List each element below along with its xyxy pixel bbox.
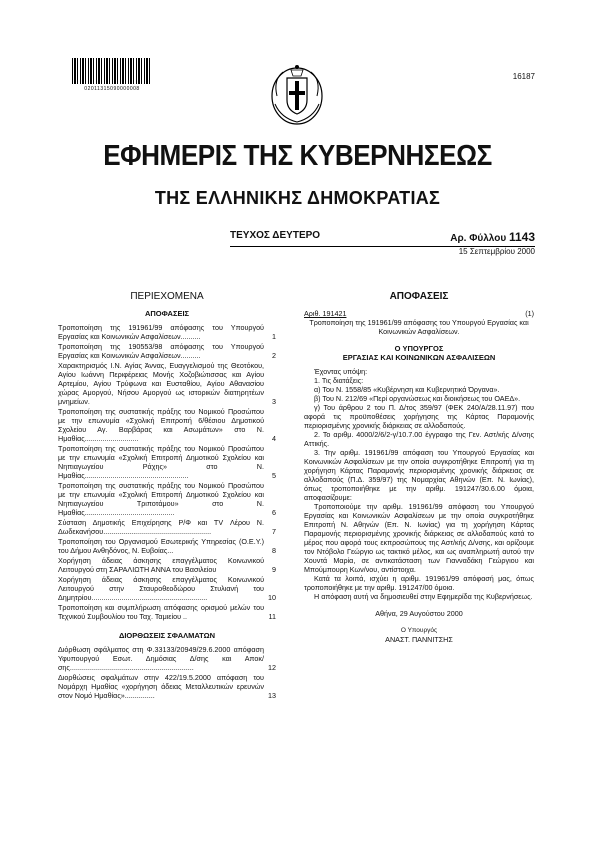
contents-item [58, 575, 276, 602]
errata-heading: ΔΙΟΡΘΩΣΕΙΣ ΣΦΑΛΜΑΤΩΝ [118, 631, 216, 640]
contents-item-page: 2 [272, 351, 276, 360]
issue-date: 15 Σεπτεμβρίου 2000 [458, 247, 535, 256]
decision-paragraph: 3. Την αριθμ. 191961/99 απόφαση του Υπουργού Εργασίας και Κοινωνικών Ασφαλίσεων με την οποία συγκροτήθηκε Επιτροπή για τη χορήγηση Κάρτας Παραμονής περιορισμένης χρονικής διάρκειας σε αλλοδαπούς (Π.Δ. 359/97) της Νομαρχίας Αθηνών (Επ. Ν. Ιωνίας), όπως τροποποιήθηκε με την αριθμ. 191247/30.6.00 όμοια, αποφασίζουμε: [304, 448, 534, 502]
decision-paragraph: 2. Το αριθμ. 4000/2/6/2-γ/10.7.00 έγγραφο της Γεν. Αστ/κής Δ/νσης Αττικής. [304, 430, 534, 448]
contents-item-page: 5 [272, 471, 276, 480]
decision-subject: Τροποποίηση της 191961/99 απόφασης του Υπουργού Εργασίας και Κοινωνικών Ασφαλίσεων. [309, 318, 529, 336]
contents-item-text: Τροποποίηση της συστατικής πράξης του Νομικού Προσώπου με την επωνυμία «Σχολική Επιτροπή Δημοτικού Σχολείου και Νηπιαγωγείου Ράχης» στο Ν. Ημαθίας.................................................... [58, 444, 264, 480]
decision-paragraph: Κατά τα λοιπά, ισχύει η αριθμ. 191961/99 απόφασή μας, όπως τροποποιήθηκε με την αριθμ. 191247/00 όμοια. [304, 574, 534, 592]
contents-item-page: 6 [272, 508, 276, 517]
sheet-label: Αρ. Φύλλου [450, 233, 507, 244]
decision-paragraph: α) Του Ν. 1558/85 «Κυβέρνηση και Κυβερνητικά Όργανα». [314, 385, 500, 394]
contents-item-text: Τροποποίηση του Οργανισμού Εσωτερικής Υπηρεσίας (Ο.Ε.Υ.) του Δήμου Ανθηδόνος, Ν. Ευβοίας... [58, 537, 264, 555]
decision-paragraph: Τροποποιούμε την αριθμ. 191961/99 απόφαση του Υπουργού Εργασίας και Κοινωνικών Ασφαλίσεων με την οποία συγκροτήθηκε Επιτροπή Ν. Αθηνών (Επ. Ν. Ιωνίας) για τη χορήγηση Κάρτας Παραμονής περιορισμένης χρονικής διάρκειας σε αλλοδαπούς κατά το μέρος που αφορά τους εκπροσώπους της Αστ/κής Δ/νσης, και ορίζουμε τον Ντόβολο Γεώργιο ως τακτικό μέλος, και ως αναπληρωτή αυτού την Χουντά Μαρία, σε αντικατάσταση των Γιανναδάκη Γεώργιου και Μπούμπουρη Κων/νου, αντίστοιχα. [304, 502, 534, 574]
signer-name: ΑΝΑΣΤ. ΠΑΝΝΙΤΣΗΣ [385, 635, 453, 644]
contents-item [58, 603, 276, 621]
contents-item [58, 444, 276, 480]
issue-label: ΤΕΥΧΟΣ ΔΕΥΤΕΡΟ [230, 230, 321, 241]
contents-item-page: 4 [272, 434, 276, 443]
signature-place-date: Αθήνα, 29 Αυγούστου 2000 [375, 609, 463, 618]
decision-paragraph: β) Του Ν. 212/69 «Περί οργανώσεως και διοικήσεως του ΟΑΕΔ». [314, 394, 521, 403]
barcode-number: 02011315090000008 [84, 86, 140, 92]
contents-item-text: Χορήγηση άδειας άσκησης επαγγέλματος Κοινωνικού Λειτουργού στην Σταυροθεοδώρου Στυλιανή του Δημητρίου.......................................................... [58, 575, 264, 602]
contents-column [58, 292, 276, 701]
decision-number-row [304, 309, 534, 318]
errata-item-page: 12 [268, 663, 276, 672]
contents-list [58, 323, 276, 621]
sheet-number-group [450, 230, 535, 244]
decision-number: Αριθ. 191421 [304, 309, 347, 318]
contents-item-text: Τροποποίηση της 190553/98 απόφασης του Υπουργού Εργασίας και Κοινωνικών Ασφαλίσεων.......... [58, 342, 264, 360]
contents-item-text: Χορήγηση άδειας άσκησης επαγγέλματος Κοινωνικού Λειτουργού στη ΣΑΡΑΛΙΩΤΗ ΑΝΝΑ του Βασιλείου [58, 556, 264, 574]
decision-body [304, 367, 534, 601]
decision-roman: (1) [525, 309, 534, 318]
contents-item-text: Τροποποίηση της συστατικής πράξης του Νομικού Προσώπου με την επωνυμία «Σχολική Επιτροπή Δημοτικού Σχολείου και Νηπιαγωγείου Τριποτάμου» στο Ν. Ημαθίας............................................. [58, 481, 264, 517]
errata-item [58, 645, 276, 672]
errata-item [58, 673, 276, 700]
errata-item-text: Διορθώσεις σφαλμάτων στην 422/19.5.2000 απόφαση του Νομάρχη Ημαθίας «χορήγηση άδειας Μεταλλευτικών ερευνών στον Νομό Ημαθίας»............... [58, 673, 264, 700]
decision-paragraph: 1. Τις διατάξεις: [314, 376, 364, 385]
minister-line-1: Ο ΥΠΟΥΡΓΟΣ [394, 344, 444, 353]
contents-item [58, 537, 276, 555]
contents-item-page: 1 [272, 332, 276, 341]
contents-item-text: Τροποποίηση της συστατικής πράξης του Νομικού Προσώπου με την επωνυμία «Σχολική Επιτροπή 6/θέσιου Δημοτικού Σχολείου Αγ. Βαρβάρας και Ασωμάτων» στο Ν. Ημαθίας........................... [58, 407, 264, 443]
greek-coat-of-arms-icon [269, 60, 325, 126]
minister-line-2: ΕΡΓΑΣΙΑΣ ΚΑΙ ΚΟΙΝΩΝΙΚΩΝ ΑΣΦΑΛΙΣΕΩΝ [342, 353, 496, 362]
contents-item-text: Χαρακτηρισμός Ι.Ν. Αγίας Άννας, Ευαγγελισμού της Θεοτόκου, Αγίου Ιωάννη Περιφέρειας Μονής Χοζοβιώτισσας και Αγίου Αρτεμίου, Αγίου Τρύφωνα και Ευσταθίου, Αγίου Αθανασίου χώρας Αμοργού, Νήσου Αμοργού ως ιστορικών διατηρητέων μνημείων. [58, 361, 264, 406]
contents-item-text: Τροποποίηση και συμπλήρωση απόφασης ορισμού μελών του Τεχνικού Συμβουλίου του Ταχ. Ταμιείου .. [58, 603, 264, 621]
contents-item [58, 518, 276, 536]
barcode [72, 58, 150, 84]
contents-item [58, 481, 276, 517]
contents-heading: ΠΕΡΙΕΧΟΜΕΝΑ [130, 291, 204, 302]
errata-item-page: 13 [268, 691, 276, 700]
contents-item-page: 7 [272, 527, 276, 536]
decision-paragraph: Έχοντας υπόψη: [314, 367, 368, 376]
gazette-subtitle: ΤΗΣ ΕΛΛΗΝΙΚΗΣ ΔΗΜΟΚΡΑΤΙΑΣ [154, 188, 441, 208]
contents-decisions-heading: ΑΠΟΦΑΣΕΙΣ [144, 309, 190, 318]
gazette-title: ΕΦΗΜΕΡΙΣ ΤΗΣ ΚΥΒΕΡΝΗΣΕΩΣ [103, 140, 492, 172]
contents-item-page: 9 [272, 565, 276, 574]
contents-item-text: Σύσταση Δημοτικής Επιχείρησης Ρ/Φ και TV Λέρου Ν. Δωδεκανήσου...................................................... [58, 518, 264, 536]
decision-paragraph: Η απόφαση αυτή να δημοσιευθεί στην Εφημερίδα της Κυβερνήσεως. [314, 592, 533, 601]
decisions-heading: ΑΠΟΦΑΣΕΙΣ [389, 291, 449, 302]
contents-item-page: 10 [268, 593, 276, 602]
contents-item [58, 323, 276, 341]
contents-item-page: 8 [272, 546, 276, 555]
contents-item-page: 3 [272, 397, 276, 406]
contents-item [58, 342, 276, 360]
contents-item [58, 556, 276, 574]
contents-item [58, 407, 276, 443]
errata-item-text: Διόρθωση σφάλματος στη Φ.33133/20949/29.6.2000 απόφαση Υφυπουργού Εσωτ. Δημόσιας Δ/σης και Αποκ/σης.............................................................. [58, 645, 264, 672]
contents-item-page: 11 [268, 612, 276, 621]
contents-item-text: Τροποποίηση της 191961/99 απόφασης του Υπουργού Εργασίας και Κοινωνικών Ασφαλίσεων.......... [58, 323, 264, 341]
contents-item [58, 361, 276, 406]
errata-list [58, 645, 276, 700]
decisions-column [304, 292, 534, 644]
decision-paragraph: γ) Του άρθρου 2 του Π. Δ/τος 359/97 (ΦΕΚ 240/Α/28.11.97) που αφορά τις προϋποθέσεις χορήγησης της Κάρτας Παραμονής περιορισμένης χρονικής διάρκειας σε αλλοδαπούς. [304, 403, 534, 430]
sheet-number: 1143 [508, 230, 535, 244]
page-number: 16187 [512, 72, 535, 81]
signer-role: Ο Υπουργός [400, 627, 438, 634]
